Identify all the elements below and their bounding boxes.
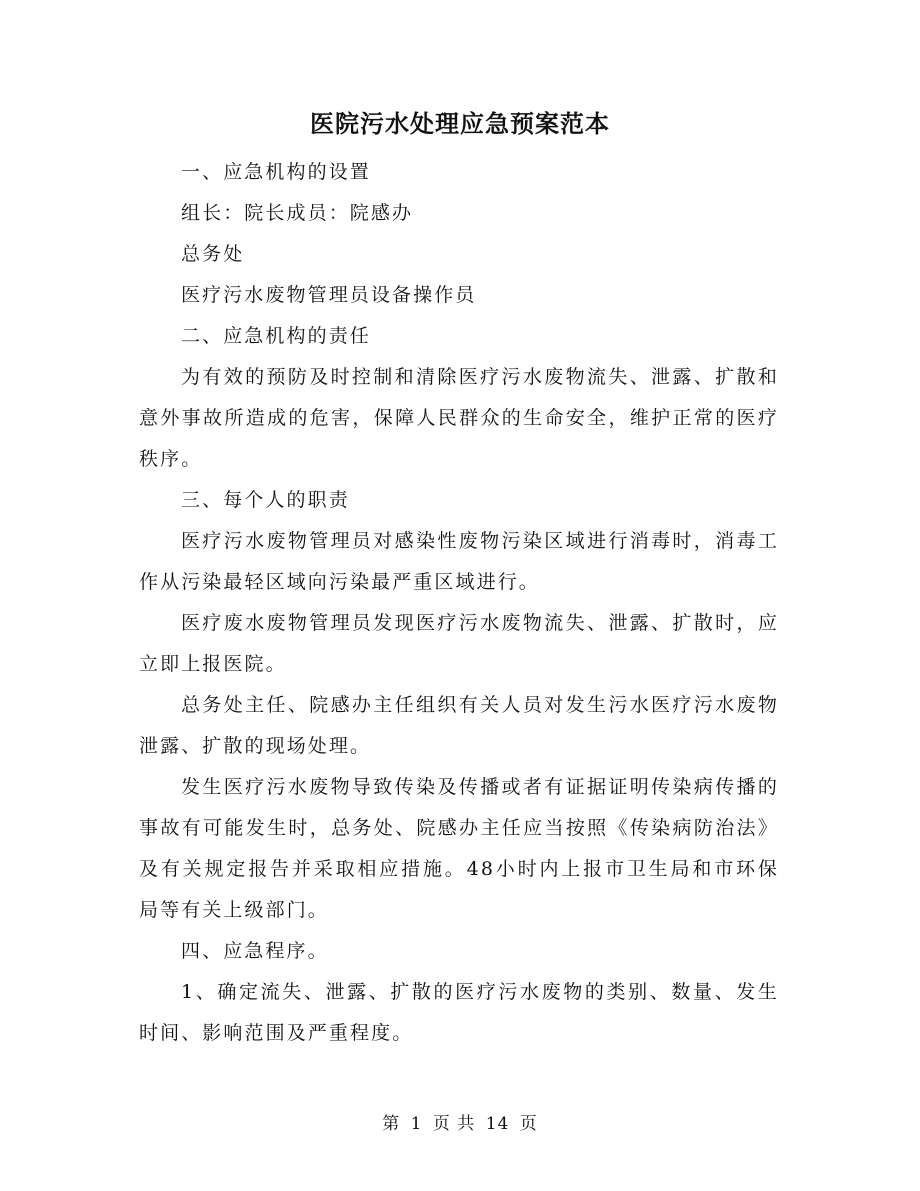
footer-page-number: 1 bbox=[410, 1114, 423, 1134]
footer-middle: 页 共 bbox=[432, 1114, 476, 1134]
footer-total-pages: 14 bbox=[485, 1114, 510, 1134]
document-title: 医院污水处理应急预案范本 bbox=[310, 109, 610, 138]
paragraph-duty-4: 发生医疗污水废物导致传染及传播或者有证据证明传染病传播的事故有可能发生时，总务处、院感办主任应当按照《传染病防治法》及有关规定报告并采取相应措施。48小时内上报市卫生局和市环保局等有关上级部门。 bbox=[139, 776, 779, 921]
section-heading-1: 一、应急机构的设置 bbox=[181, 161, 371, 183]
section-heading-4: 四、应急程序。 bbox=[181, 940, 329, 962]
paragraph-team-leader: 组长：院长成员：院感办 bbox=[181, 202, 414, 224]
paragraph-duty-1: 医疗污水废物管理员对感染性废物污染区域进行消毒时，消毒工作从污染最轻区域向污染最严重区域进行。 bbox=[139, 530, 779, 593]
paragraph-general-affairs: 总务处 bbox=[181, 243, 245, 265]
footer-suffix: 页 bbox=[519, 1114, 538, 1134]
paragraph-operators: 医疗污水废物管理员设备操作员 bbox=[181, 284, 477, 306]
section-heading-3: 三、每个人的职责 bbox=[181, 489, 350, 511]
paragraph-duty-3: 总务处主任、院感办主任组织有关人员对发生污水医疗污水废物泄露、扩散的现场处理。 bbox=[139, 694, 779, 757]
section-heading-2: 二、应急机构的责任 bbox=[181, 325, 371, 347]
paragraph-duty-2: 医疗废水废物管理员发现医疗污水废物流失、泄露、扩散时，应立即上报医院。 bbox=[139, 612, 779, 675]
paragraph-procedure-1: 1、确定流失、泄露、扩散的医疗污水废物的类别、数量、发生时间、影响范围及严重程度。 bbox=[139, 981, 779, 1044]
page-footer bbox=[0, 1112, 920, 1136]
footer-prefix: 第 bbox=[382, 1114, 401, 1134]
paragraph-responsibility: 为有效的预防及时控制和清除医疗污水废物流失、泄露、扩散和意外事故所造成的危害，保障人民群众的生命安全，维护正常的医疗秩序。 bbox=[139, 366, 779, 470]
document-body bbox=[139, 152, 779, 1054]
